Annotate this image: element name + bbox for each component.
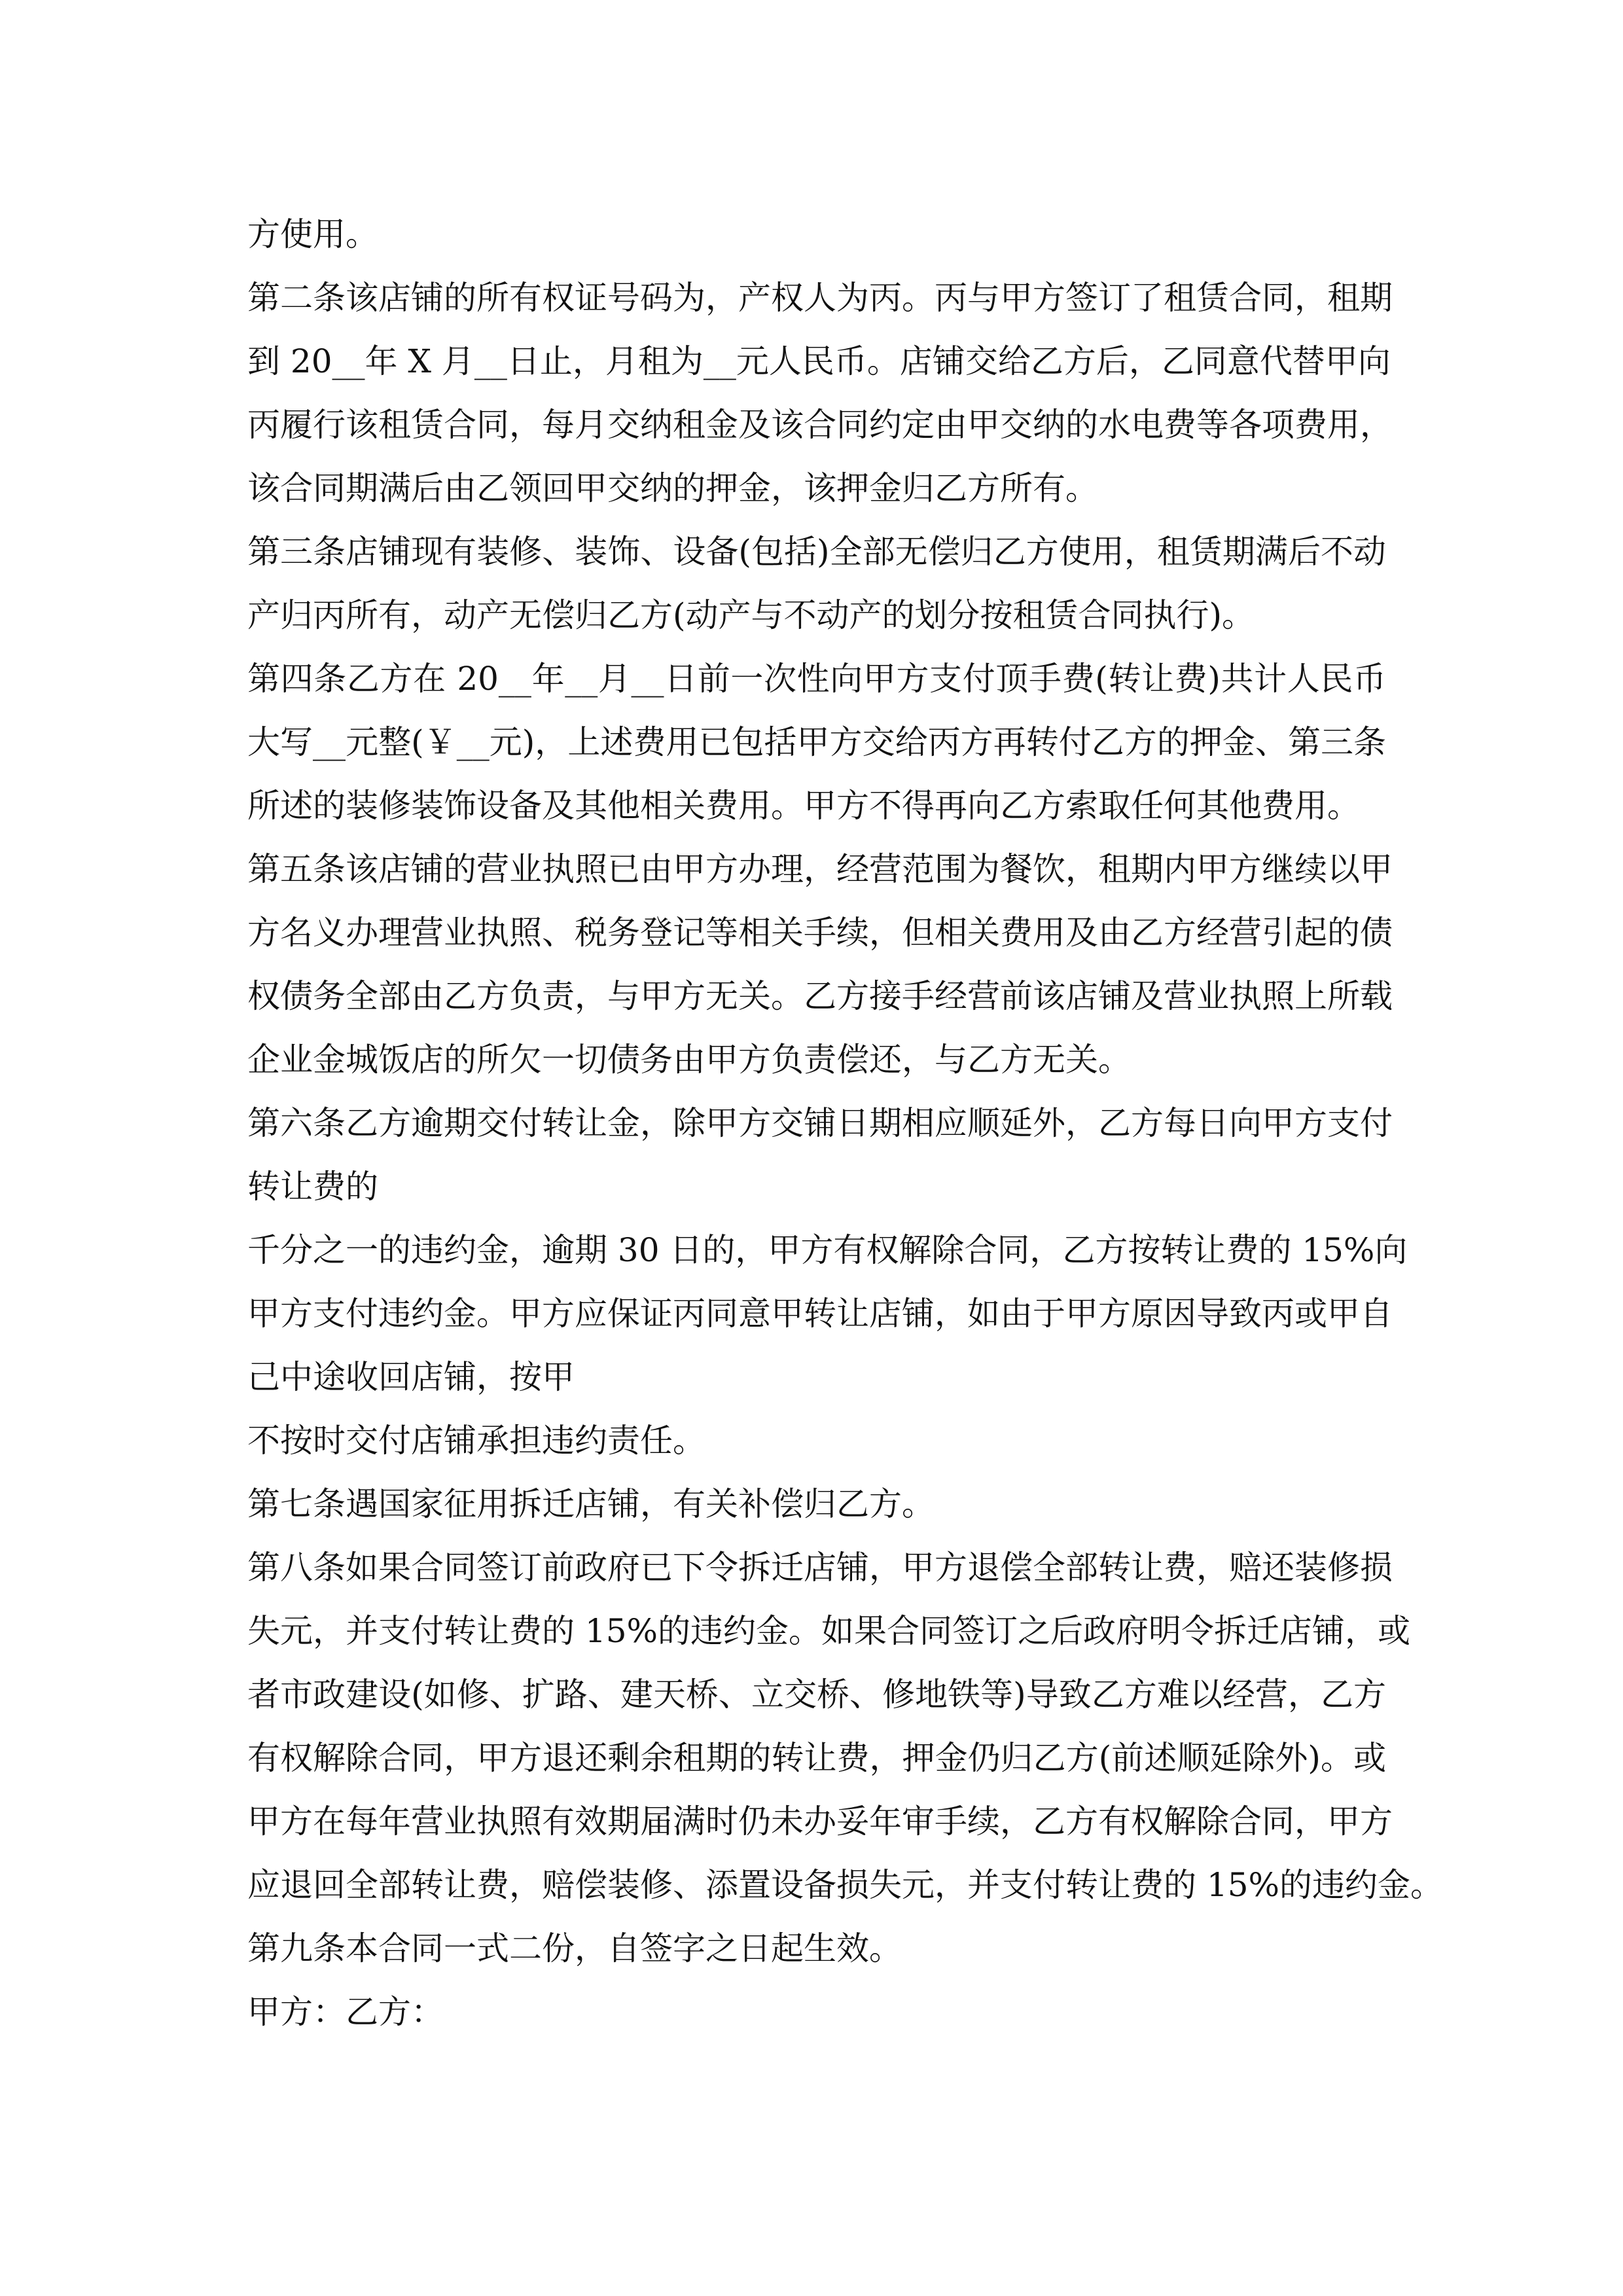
- text-line: 者市政建设(如修、扩路、建天桥、立交桥、修地铁等)导致乙方难以经营，乙方: [247, 1676, 1386, 1713]
- text-line: 到 20__年 X 月__日止，月租为__元人民币。店铺交给乙方后，乙同意代替甲向: [247, 342, 1391, 380]
- text-line: 第六条乙方逾期交付转让金，除甲方交铺日期相应顺延外，乙方每日向甲方支付: [247, 1104, 1393, 1142]
- text-line: 甲方在每年营业执照有效期届满时仍未办妥年审手续，乙方有权解除合同，甲方: [247, 1803, 1393, 1840]
- text-line: 不按时交付店铺承担违约责任。: [247, 1422, 705, 1460]
- text-line: 己中途收回店铺，按甲: [247, 1358, 575, 1396]
- text-line: 甲方支付违约金。甲方应保证丙同意甲转让店铺，如由于甲方原因导致丙或甲自: [247, 1295, 1393, 1333]
- text-line: 丙履行该租赁合同，每月交纳租金及该合同约定由甲交纳的水电费等各项费用，: [247, 406, 1393, 444]
- text-line: 千分之一的违约金，逾期 30 日的，甲方有权解除合同，乙方按转让费的 15%向: [247, 1231, 1408, 1269]
- text-line: 第九条本合同一式二份，自签字之日起生效。: [247, 1929, 902, 1967]
- text-line: 所述的装修装饰设备及其他相关费用。甲方不得再向乙方索取任何其他费用。: [247, 787, 1360, 825]
- text-line: 企业金城饭店的所欠一切债务由甲方负责偿还，与乙方无关。: [247, 1041, 1131, 1079]
- text-line: 方使用。: [247, 215, 378, 253]
- text-line: 转让费的: [247, 1168, 378, 1206]
- text-line: 第四条乙方在 20__年__月__日前一次性向甲方支付顶手费(转让费)共计人民币: [247, 660, 1386, 698]
- text-line: 该合同期满后由乙领回甲交纳的押金，该押金归乙方所有。: [247, 469, 1098, 507]
- text-line: 第二条该店铺的所有权证号码为，产权人为丙。丙与甲方签订了租赁合同，租期: [247, 279, 1393, 317]
- text-line: 大写__元整(￥__元)，上述费用已包括甲方交给丙方再转付乙方的押金、第三条: [247, 723, 1386, 761]
- text-line: 权债务全部由乙方负责，与甲方无关。乙方接手经营前该店铺及营业执照上所载: [247, 977, 1393, 1015]
- text-line: 应退回全部转让费，赔偿装修、添置设备损失元，并支付转让费的 15%的违约金。: [247, 1866, 1444, 1904]
- text-line: 失元，并支付转让费的 15%的违约金。如果合同签订之后政府明令拆迁店铺，或: [247, 1612, 1411, 1650]
- text-line: 方名义办理营业执照、税务登记等相关手续，但相关费用及由乙方经营引起的债: [247, 914, 1393, 952]
- text-line: 产归丙所有，动产无偿归乙方(动产与不动产的划分按租赁合同执行)。: [247, 596, 1255, 634]
- signature-line: 甲方：乙方：: [247, 1993, 444, 2031]
- text-line: 第七条遇国家征用拆迁店铺，有关补偿归乙方。: [247, 1485, 935, 1523]
- text-line: 有权解除合同，甲方退还剩余租期的转让费，押金仍归乙方(前述顺延除外)。或: [247, 1739, 1386, 1777]
- contract-body: [247, 203, 1444, 2044]
- text-line: 第八条如果合同签订前政府已下令拆迁店铺，甲方退偿全部转让费，赔还装修损: [247, 1549, 1393, 1587]
- text-line: 第五条该店铺的营业执照已由甲方办理，经营范围为餐饮，租期内甲方继续以甲: [247, 850, 1393, 888]
- text-line: 第三条店铺现有装修、装饰、设备(包括)全部无偿归乙方使用，租赁期满后不动: [247, 533, 1386, 571]
